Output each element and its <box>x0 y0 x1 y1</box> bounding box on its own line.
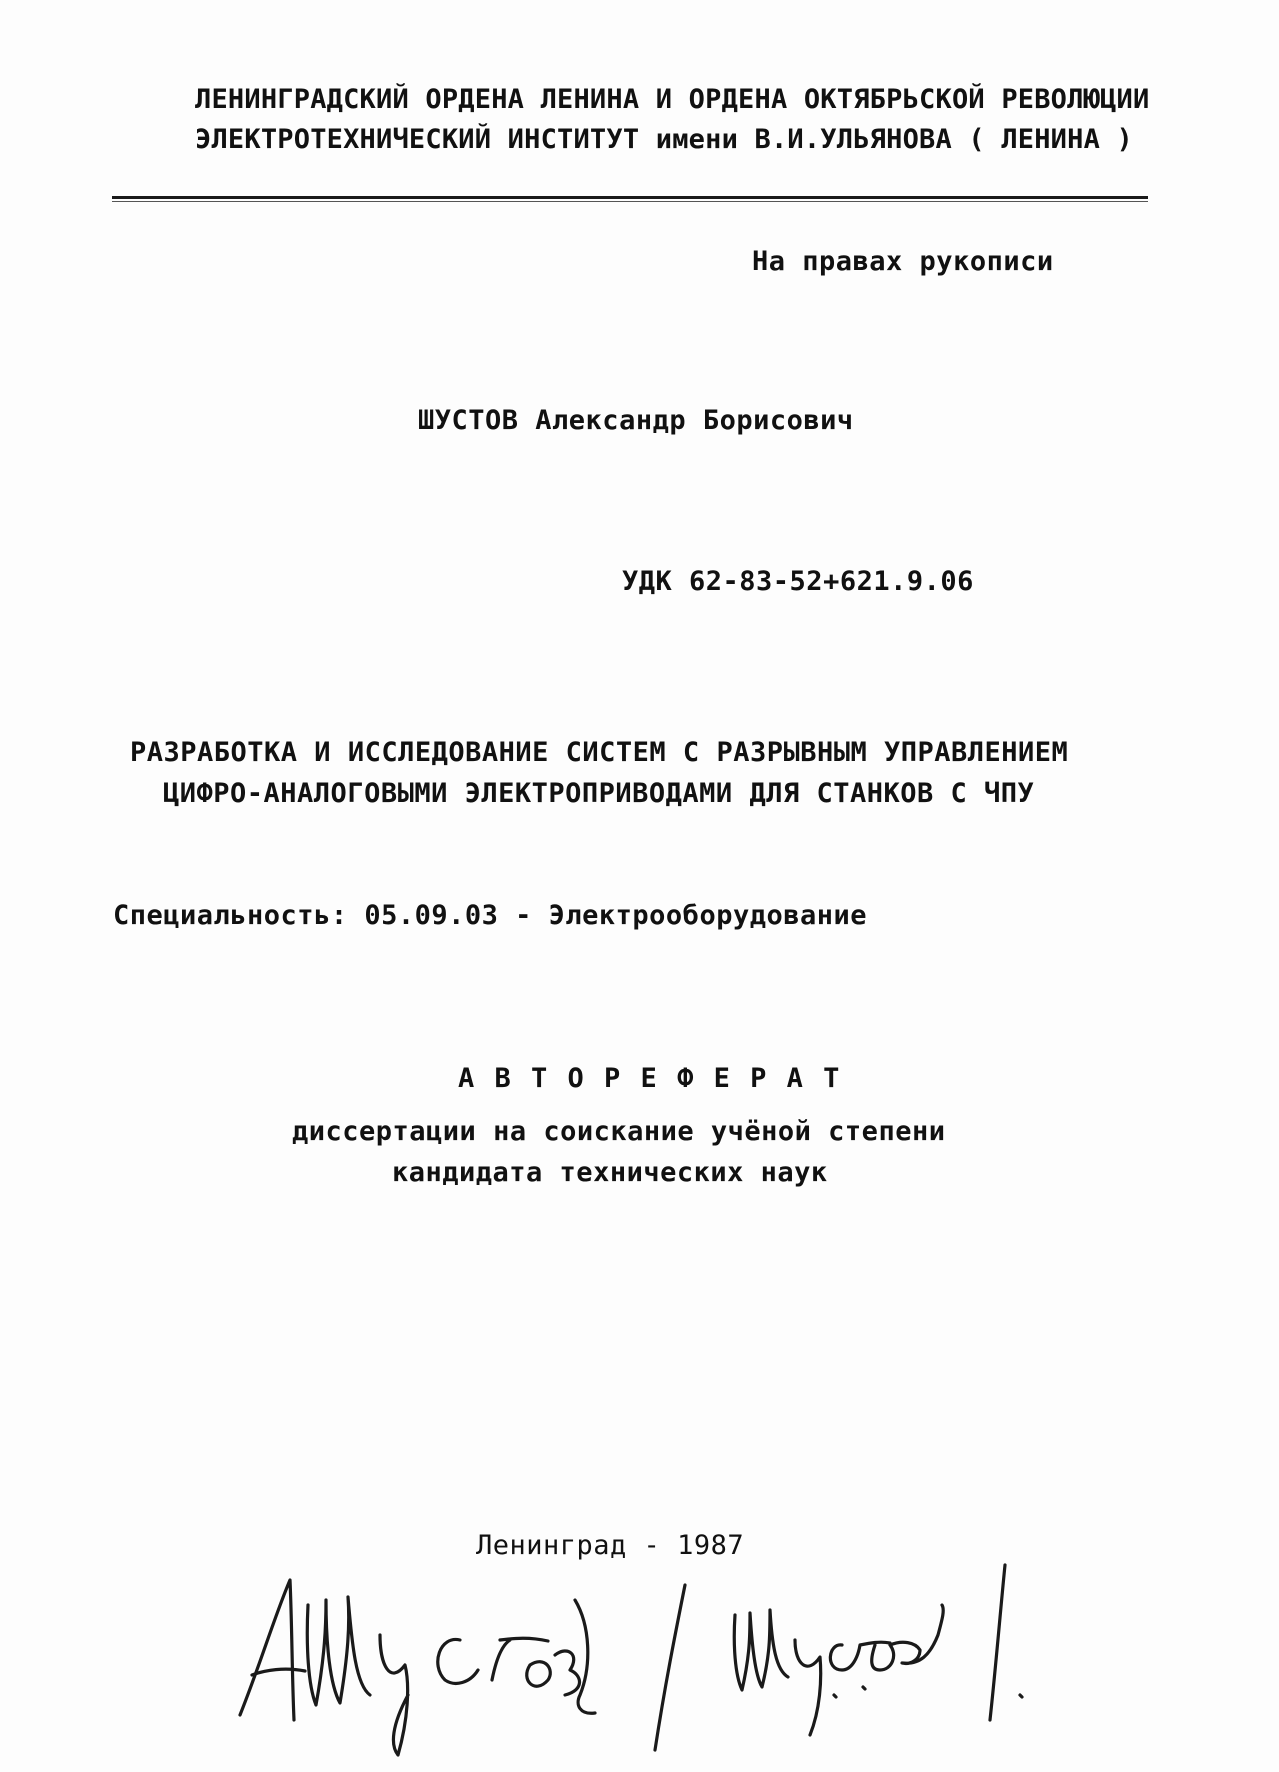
signature-stroke-t <box>492 1638 548 1680</box>
signature-stroke-sh <box>307 1597 370 1705</box>
signature-stroke-s <box>438 1639 478 1683</box>
signature-slash-2 <box>990 1565 1005 1720</box>
signature-stroke-a <box>240 1580 294 1720</box>
specialty-line: Специальность: 05.09.03 - Электрооборудование <box>113 900 867 931</box>
signature-stroke-tail <box>575 1600 595 1713</box>
institute-header-line-2: ЭЛЕКТРОТЕХНИЧЕСКИЙ ИНСТИТУТ имени В.И.УЛЬЯНОВА ( ЛЕНИНА ) <box>195 124 1133 155</box>
place-and-year: Ленинград - 1987 <box>476 1530 745 1561</box>
udk-code: УДК 62-83-52+621.9.06 <box>622 566 974 597</box>
signature-slash-1 <box>655 1585 685 1750</box>
degree-line-2: кандидата технических наук <box>392 1157 828 1188</box>
signature-stroke-u <box>380 1635 408 1755</box>
author-name: ШУСТОВ Александр Борисович <box>418 405 854 436</box>
thesis-title-line-2: ЦИФРО-АНАЛОГОВЫМИ ЭЛЕКТРОПРИВОДАМИ ДЛЯ СТАНКОВ С ЧПУ <box>163 778 1035 809</box>
signature-stroke-a-bar <box>252 1669 305 1675</box>
signature-stroke-rest2 <box>795 1605 943 1735</box>
signature-stroke-v <box>555 1651 580 1695</box>
header-divider <box>112 196 1148 199</box>
signature-stroke-sh2 <box>734 1610 788 1690</box>
institute-header-line-1: ЛЕНИНГРАДСКИЙ ОРДЕНА ЛЕНИНА И ОРДЕНА ОКТЯБРЬСКОЙ РЕВОЛЮЦИИ <box>195 84 1150 115</box>
document-type: А В Т О Р Е Ф Е Р А Т <box>458 1063 842 1094</box>
degree-line-1: диссертации на соискание учёной степени <box>292 1116 946 1147</box>
header-divider-thin <box>112 201 1148 202</box>
signature-stroke-o <box>527 1662 551 1687</box>
signature-dot-end <box>1020 1695 1022 1697</box>
handwritten-signature <box>230 1545 1160 1770</box>
signature-dots <box>834 1687 865 1697</box>
manuscript-note: На правах рукописи <box>752 246 1054 277</box>
thesis-title-line-1: РАЗРАБОТКА И ИССЛЕДОВАНИЕ СИСТЕМ С РАЗРЫВНЫМ УПРАВЛЕНИЕМ <box>130 737 1069 768</box>
